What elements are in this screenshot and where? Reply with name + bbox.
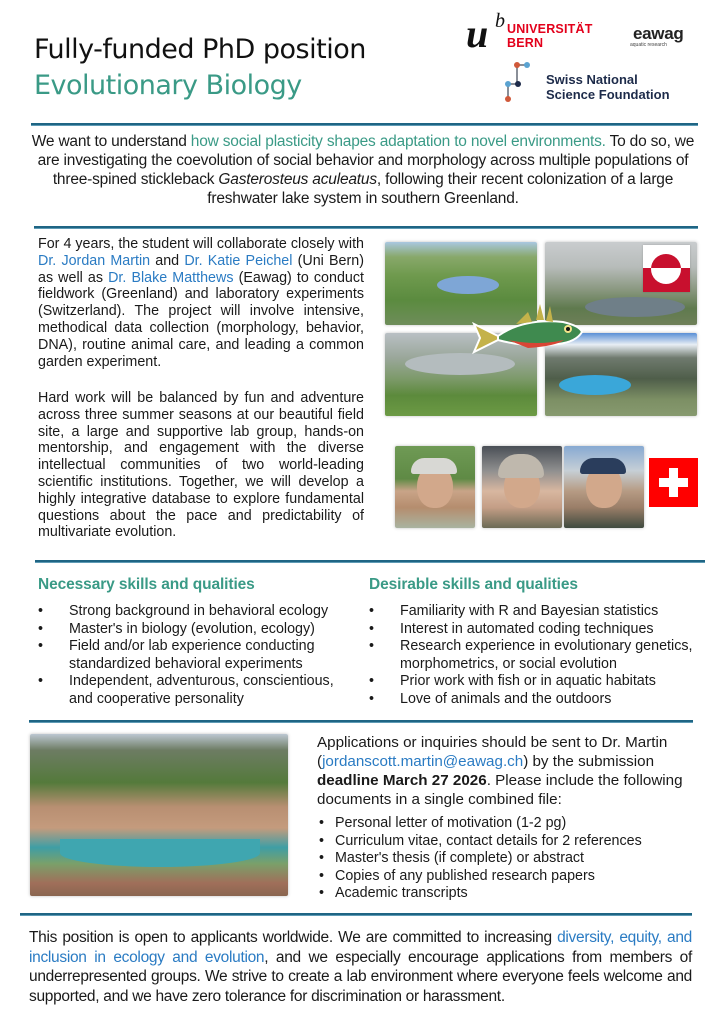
project-text: For 4 years, the student will collaborate closely with bbox=[38, 236, 364, 252]
list-item: • Academic transcripts bbox=[317, 885, 697, 903]
diversity-statement bbox=[29, 928, 692, 1006]
project-description bbox=[38, 236, 364, 370]
divider bbox=[34, 226, 698, 229]
snsf-network-icon bbox=[504, 62, 534, 104]
application-text-c: . Please include the following documents in a single combined file: bbox=[317, 772, 683, 808]
application-instructions bbox=[317, 733, 697, 903]
list-item: • Field and/or lab experience conducting standardized behavioral experiments bbox=[38, 638, 358, 673]
contact-email-link[interactable]: jordanscott.martin@eawag.ch bbox=[322, 753, 524, 770]
list-item: • Prior work with fish or in aquatic habitats bbox=[369, 673, 699, 691]
species-name: Gasterosteus aculeatus bbox=[218, 171, 377, 188]
project-text: and bbox=[150, 252, 185, 269]
snsf-line2: Science Foundation bbox=[546, 87, 670, 102]
greenland-flag-icon bbox=[643, 245, 690, 292]
intro-highlight: how social plasticity shapes adaptation to novel environments. bbox=[190, 133, 606, 150]
project-text: (Eawag) to conduct fieldwork (Greenland) and laboratory experiments (Switzerland). The project will involve intensive, methodical data collection (morphology, behavior, DNA), routine animal care, and leading a common garden experiment. bbox=[38, 269, 364, 370]
eawag-tagline: aquatic research bbox=[630, 42, 667, 48]
page-subtitle: Evolutionary Biology bbox=[34, 70, 302, 101]
desirable-skills-list bbox=[369, 603, 699, 708]
unibe-line2: BERN bbox=[507, 36, 544, 50]
list-item: • Master's thesis (if complete) or abstract bbox=[317, 850, 697, 868]
necessary-skills-heading: Necessary skills and qualities bbox=[38, 576, 255, 593]
project-benefits: Hard work will be balanced by fun and adventure across three summer seasons at our beautiful field site, a large and supportive lab group, hands-on mentorship, and engagement with the diverse intellectual communities of two world-leading scientific institutions. Together, we will develop a highly integrative database to explore fundamental questions about the pace and predictability of multivariate evolution. bbox=[38, 390, 364, 541]
list-item: • Personal letter of motivation (1-2 pg) bbox=[317, 815, 697, 833]
necessary-skills-section bbox=[38, 576, 358, 708]
desirable-skills-heading: Desirable skills and qualities bbox=[369, 576, 578, 593]
supervisor-photo-1 bbox=[395, 446, 475, 528]
list-item: • Research experience in evolutionary genetics, morphometrics, or social evolution bbox=[369, 638, 699, 673]
list-item: • Interest in automated coding techniques bbox=[369, 621, 699, 639]
supervisor-link-martin[interactable]: Dr. Jordan Martin bbox=[38, 252, 151, 269]
stickleback-fish-icon bbox=[468, 300, 586, 362]
eawag-wordmark: eawag bbox=[633, 24, 684, 43]
list-item: • Master's in biology (evolution, ecology) bbox=[38, 621, 358, 639]
application-text bbox=[317, 733, 697, 809]
list-item: • Love of animals and the outdoors bbox=[369, 691, 699, 709]
list-item: • Copies of any published research papers bbox=[317, 868, 697, 886]
supervisor-photo-3 bbox=[564, 446, 644, 528]
unibe-wordmark bbox=[507, 22, 593, 50]
intro-body: To do so, we are investigating the coevolution of social behavior and morphology across multiple populations of three-spined stickleback bbox=[37, 133, 695, 188]
divider bbox=[20, 913, 692, 916]
deadline: deadline March 27 2026 bbox=[317, 772, 487, 789]
snsf-line1: Swiss National bbox=[546, 72, 638, 87]
page-title: Fully-funded PhD position bbox=[34, 34, 366, 65]
supervisor-link-matthews[interactable]: Dr. Blake Matthews bbox=[108, 269, 234, 286]
list-item: • Familiarity with R and Bayesian statistics bbox=[369, 603, 699, 621]
snsf-wordmark bbox=[546, 72, 670, 102]
divider bbox=[29, 720, 693, 723]
project-text: (Uni Bern) as well as bbox=[38, 252, 364, 286]
intro-body-end: , following their recent colonization of a large freshwater lake system in southern Greenland. bbox=[207, 171, 674, 207]
required-documents-list bbox=[317, 815, 697, 903]
intro-lead: We want to understand bbox=[31, 133, 191, 150]
research-summary bbox=[30, 132, 696, 208]
application-text-b: ) by the submission bbox=[523, 753, 655, 770]
list-item: • Curriculum vitae, contact details for 2 references bbox=[317, 833, 697, 851]
list-item: • Independent, adventurous, conscientious, and cooperative personality bbox=[38, 673, 358, 708]
unibe-line1: UNIVERSITÄT bbox=[507, 22, 593, 36]
closing-text-a: This position is open to applicants worldwide. We are committed to increasing bbox=[29, 929, 558, 946]
supervisor-photo-2 bbox=[482, 446, 562, 528]
application-text-a: Applications or inquiries should be sent to Dr. Martin ( bbox=[317, 734, 668, 770]
unibe-b-glyph: b bbox=[495, 10, 505, 32]
swiss-flag-icon bbox=[649, 458, 698, 507]
list-item: • Strong background in behavioral ecology bbox=[38, 603, 358, 621]
dei-link[interactable]: diversity, equity, and inclusion in ecology and evolution bbox=[29, 929, 692, 966]
closing-text-b: , and we especially encourage applications from members of underrepresented groups. We strive to create a lab environment where everyone feels welcome and supported, and we have zero tolerance for discrimination or harassment. bbox=[29, 948, 693, 1005]
supervisor-link-peichel[interactable]: Dr. Katie Peichel bbox=[184, 252, 293, 269]
unibe-u-glyph: u bbox=[466, 11, 489, 56]
bern-aerial-photo bbox=[30, 734, 288, 896]
divider bbox=[31, 123, 698, 126]
desirable-skills-section bbox=[369, 576, 699, 708]
divider bbox=[35, 560, 705, 563]
necessary-skills-list bbox=[38, 603, 358, 708]
